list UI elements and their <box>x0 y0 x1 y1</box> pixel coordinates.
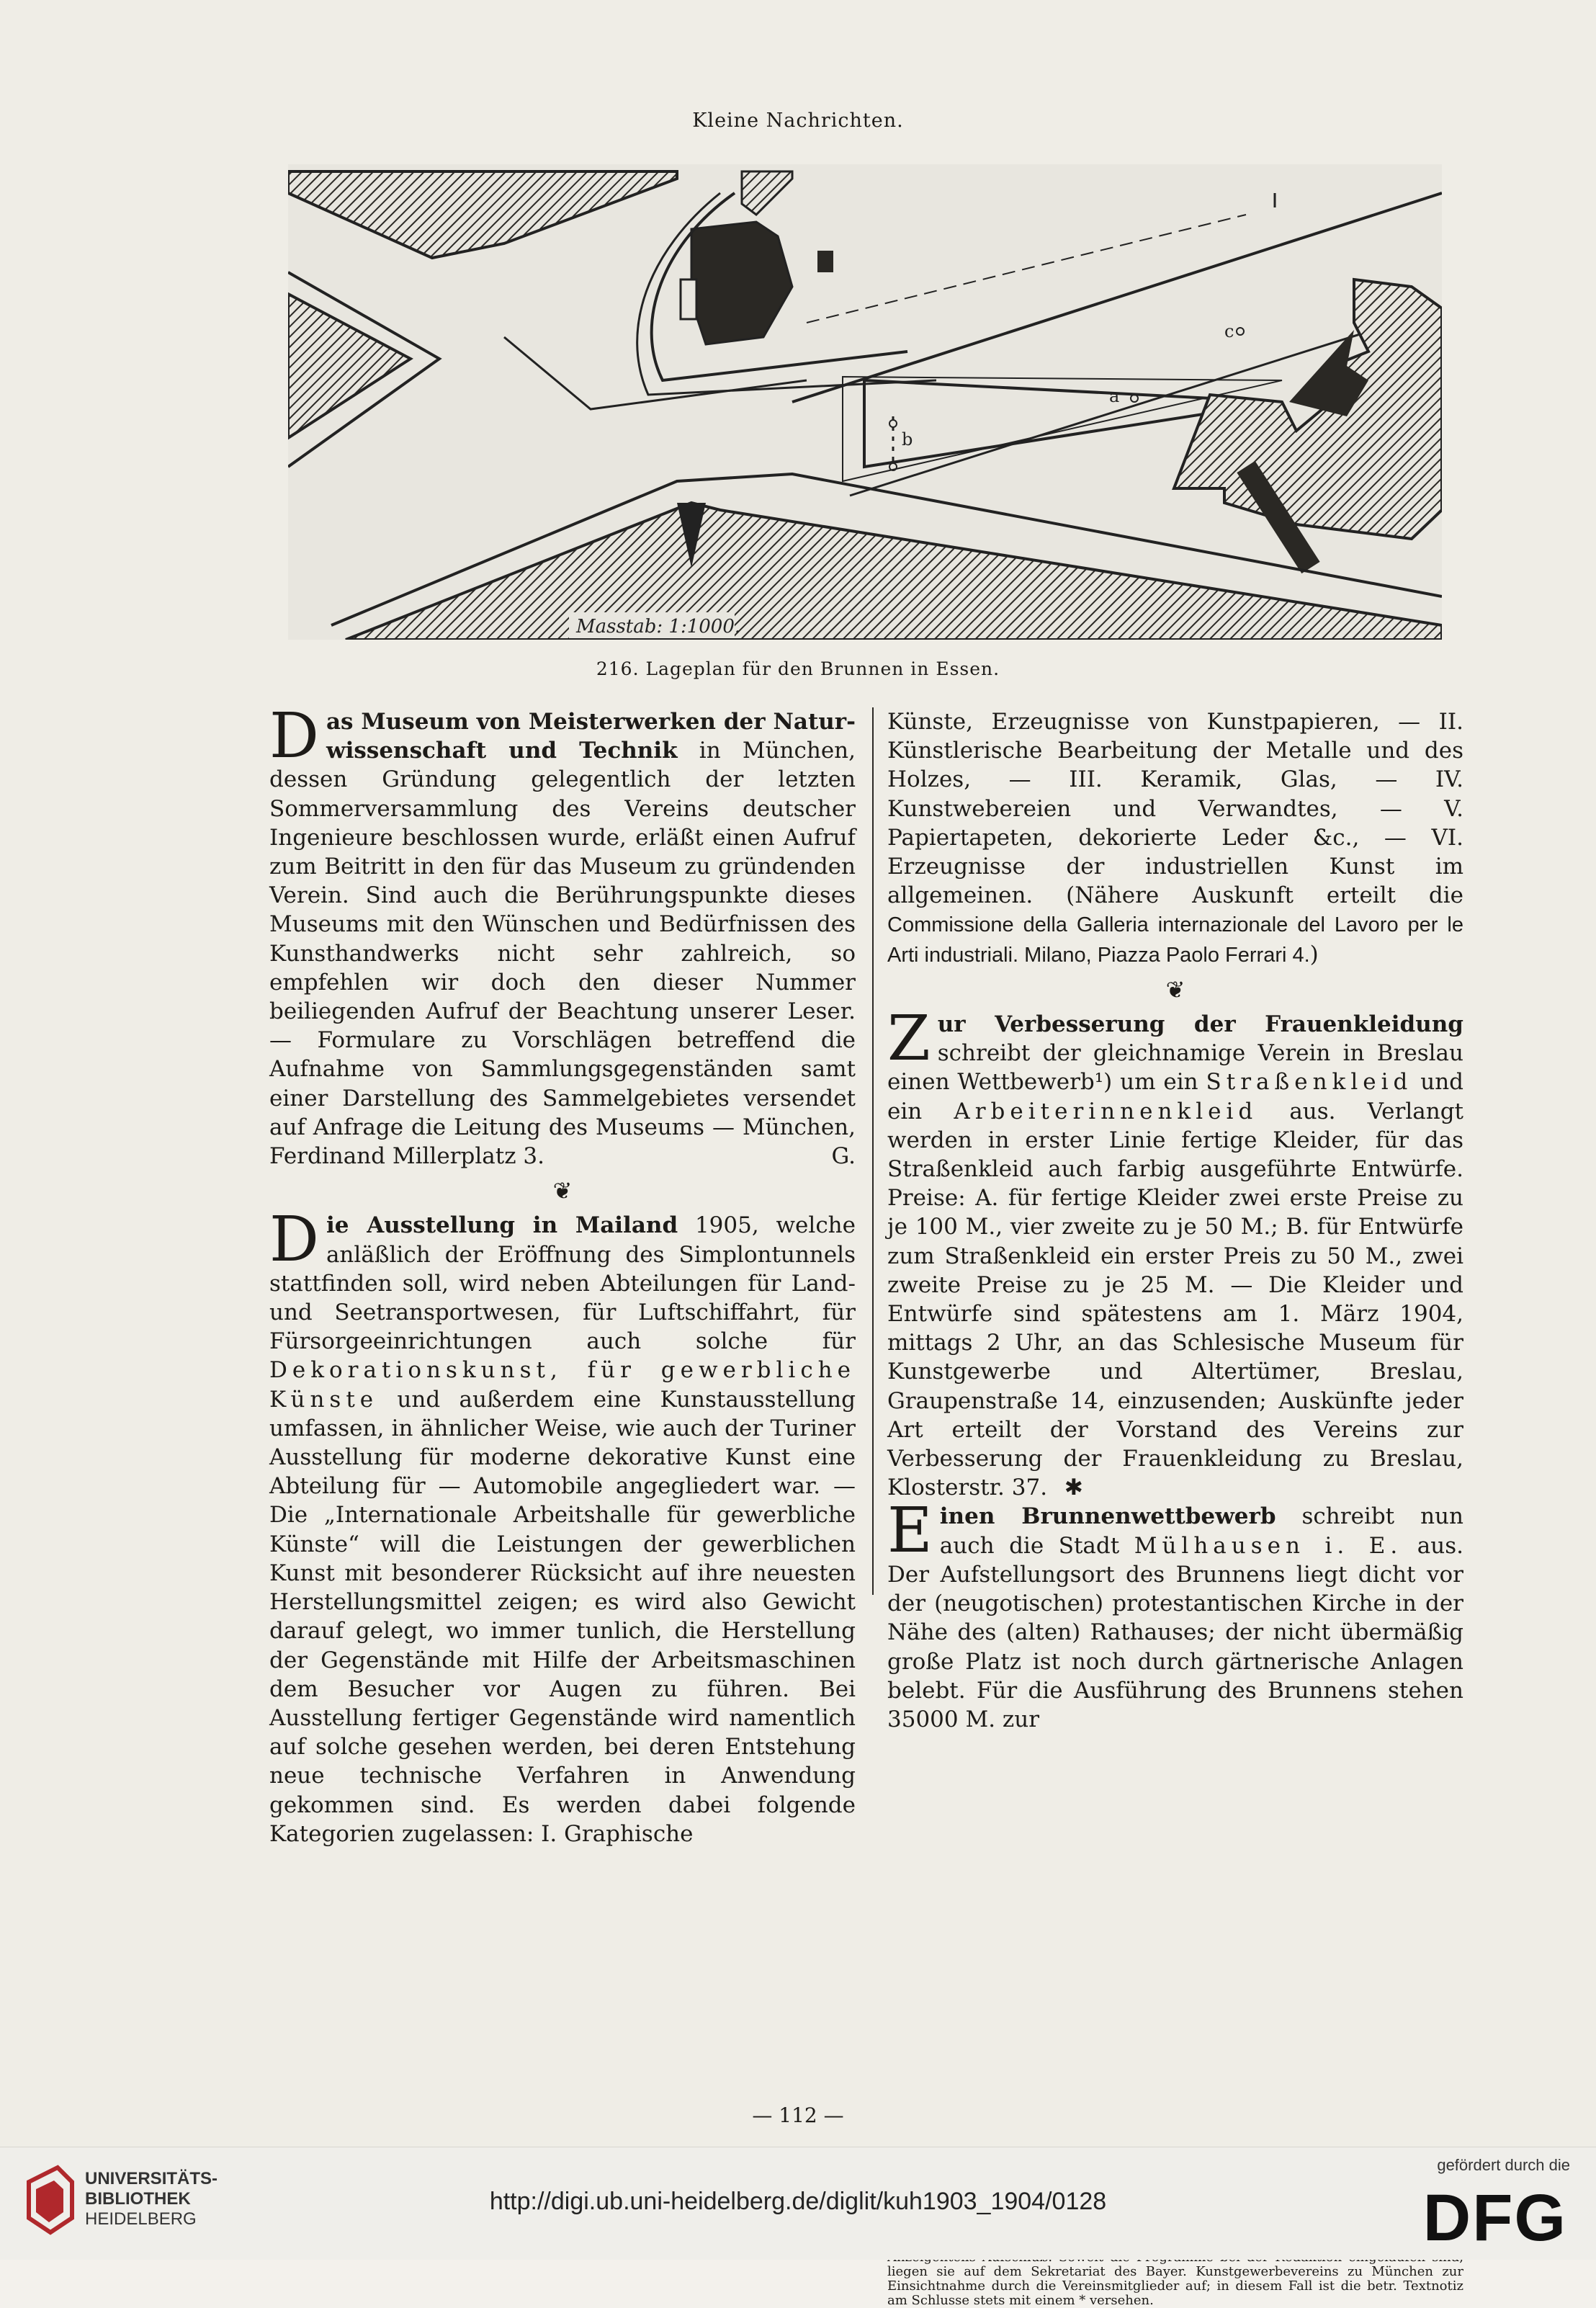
site-plan-figure <box>288 164 1442 640</box>
asterisk-mark: ✱ <box>1064 1475 1083 1501</box>
article-body: und ein <box>887 1069 1464 1124</box>
article-body: Künste, Erzeugnisse von Kunstpapieren, — II. Künstlerische Bearbeitung der Metalle und des Holzes, — III. Keramik, Glas, — IV. Kunstwebereien und Verwandtes, — V. Papiertapeten, dekorierte Leder &c., — VI. Erzeugnisse der industriellen Kunst im allgemeinen. (Nähere Auskunft erteilt die <box>887 709 1463 909</box>
article-body: aus. Verlangt werden in erster Linie fertige Kleider, für das Straßenkleid auch farbig ausgeführte Entwürfe. Preise: A. für fertige Kleider zwei erste Preise zu je 100 M., vier zweite zu je 50 M.; B. für Entwürfe zum Straßenkleid ein erster Preis zu 50 M., zwei zweite Preise zu je 25 M. — Die Kleider und Entwürfe sind spätestens am 1. März 1904, mittags 2 Uhr, an das Schlesische Museum für Kunstgewerbe und Altertümer, Breslau, Graupenstraße 14, einzusenden; Auskünfte jeder Art erteilt der Vorstand des Vereins zur Verbesserung der Frauenkleidung zu Breslau, Klosterstr. 37. <box>887 1098 1463 1501</box>
article-fountain-competition <box>887 1495 1463 1734</box>
running-head: Kleine Nachrichten. <box>692 109 904 132</box>
site-plan-drawing <box>288 164 1442 640</box>
article-milan-exhibition <box>269 1204 856 1848</box>
spaced-emphasis: Arbeiterinnenkleid <box>954 1098 1258 1124</box>
figure-caption: 216. Lageplan für den Brunnen in Essen. <box>596 658 1000 679</box>
dfg-logo: DFG <box>1422 2181 1567 2255</box>
page-number: — 112 — <box>752 2103 844 2127</box>
spaced-emphasis: Straßenkleid <box>1206 1069 1413 1096</box>
footnote: liegen sie auf dem Sekretariat des Bayer. Kunstgewerbevereins zu München zur Einsichtnahme durch die Vereinsmitglieder auf; in diesem Fall ist die betr. Textnotiz am Schlusse stets mit einem * versehen. <box>887 2264 1463 2308</box>
plan-label-c: c <box>1224 321 1234 341</box>
spaced-emphasis: Dekorationskunst, für gewerbliche Künste <box>269 1357 856 1413</box>
article-body: 1905, welche anläßlich der Eröffnung des Simplontunnels stattfinden soll, wird neben Abteilungen für Land- und Seetransportwesen, für Luftschiffahrt, für Fürsorgeeinrichtungen auch solche für <box>269 1212 856 1355</box>
ornament: ❦ <box>1165 975 1185 1003</box>
funding-label: gefördert durch die <box>1437 2156 1570 2174</box>
article-body: aus. Der Aufstellungsort des Brunnens liegt dicht vor der (neugotischen) protestantischen Kirche in der Nähe des (alten) Rathauses; der nicht übermäßig große Platz ist noch durch gärtnerische Anlagen belebt. Für die Ausführung des Brunnens stehen 35000 M. zur <box>887 1532 1463 1732</box>
dropcap: E <box>887 1495 933 1567</box>
article-milan-continued <box>887 707 1463 970</box>
article-lead: inen Brunnenwettbewerb <box>939 1503 1276 1530</box>
plan-label-b: b <box>902 429 913 449</box>
spaced-emphasis: Mülhausen i. E. <box>1134 1532 1403 1559</box>
article-lead: ur Verbesserung der Frauenkleidung <box>937 1011 1463 1038</box>
library-line: HEIDELBERG <box>85 2209 197 2229</box>
italian-address: Commissione della Galleria internazionale del Lavoro per le Arti industriali. Milano, Piazza Paolo Ferrari 4. <box>887 913 1463 967</box>
digitization-footer <box>0 2147 1596 2260</box>
closing-paren: ) <box>1309 941 1319 967</box>
dropcap: D <box>269 1204 319 1276</box>
article-lead: ie Ausstellung in Mailand <box>326 1212 678 1239</box>
library-line: UNIVERSITÄTS- <box>85 2169 218 2188</box>
dropcap: Z <box>887 1003 931 1075</box>
column-divider <box>872 707 874 1595</box>
library-line: BIBLIOTHEK <box>85 2189 191 2209</box>
right-column <box>887 707 1463 1734</box>
permalink-url[interactable]: http://digi.ub.uni-heidelberg.de/diglit/kuh1903_1904/0128 <box>489 2188 1107 2215</box>
article-museum <box>269 700 856 1171</box>
article-signature: G. <box>831 1143 856 1170</box>
article-body: schreibt der gleichnamige Verein in Breslau einen Wettbewerb¹) um ein <box>887 1040 1463 1096</box>
plan-label-a: a <box>1109 386 1120 406</box>
dropcap: D <box>269 700 319 772</box>
article-body: und außerdem eine Kunstausstellung umfassen, in ähnlicher Weise, wie auch der Turiner Ausstellung für moderne dekorative Kunst eine Abteilung für — Automobile angegliedert war. — Die „Internationale Arbeitshalle für gewerbliche Künste“ will die Leistungen der gewerblichen Kunst mit besonderer Rücksicht auf ihre neuesten Herstellungsmittel zeigen; es wird also Gewicht darauf gelegt, wo immer tunlich, die Herstellung der Gegenstände mit Hilfe der Arbeitsmaschinen dem Besucher vor Augen zu führen. Bei Ausstellung fertiger Gegenstände wird namentlich auf solche gesehen werden, bei deren Entstehung neue technische Verfahren in Anwendung gekommen sind. Es werden dabei folgende Kategorien zugelassen: I. Graphische <box>269 1386 856 1847</box>
article-dress-reform <box>887 1003 1464 1502</box>
article-lead: as Museum von Meisterwerken der Natur-wissenschaft und Technik <box>326 709 856 764</box>
article-body: schreibt nun auch die Stadt <box>939 1503 1463 1559</box>
scale-label: Masstab: 1:1000. <box>576 616 741 638</box>
left-column <box>269 700 856 1848</box>
ornament: ❦ <box>552 1177 573 1205</box>
article-body: in München, dessen Gründung gelegentlich der letzten Sommerversammlung des Vereins deutscher Ingenieure beschlossen wurde, erläßt einen Aufruf zum Beitritt in den für das Museum zu gründenden Verein. Sind auch die Berührungspunkte dieses Museums mit den Wünschen und Bedürfnissen des Kunsthandwerks nicht sehr zahlreich, so empfehlen wir doch den dieser Nummer beiliegenden Aufruf der Beachtung unserer Leser. — Formulare zu Vorschlägen betreffend die Aufnahme von Sammlungsgegenständen samt einer Darstellung des Sammelgebietes versendet auf Anfrage die Leitung des Museums — München, Ferdinand Millerplatz 3. <box>269 738 856 1170</box>
